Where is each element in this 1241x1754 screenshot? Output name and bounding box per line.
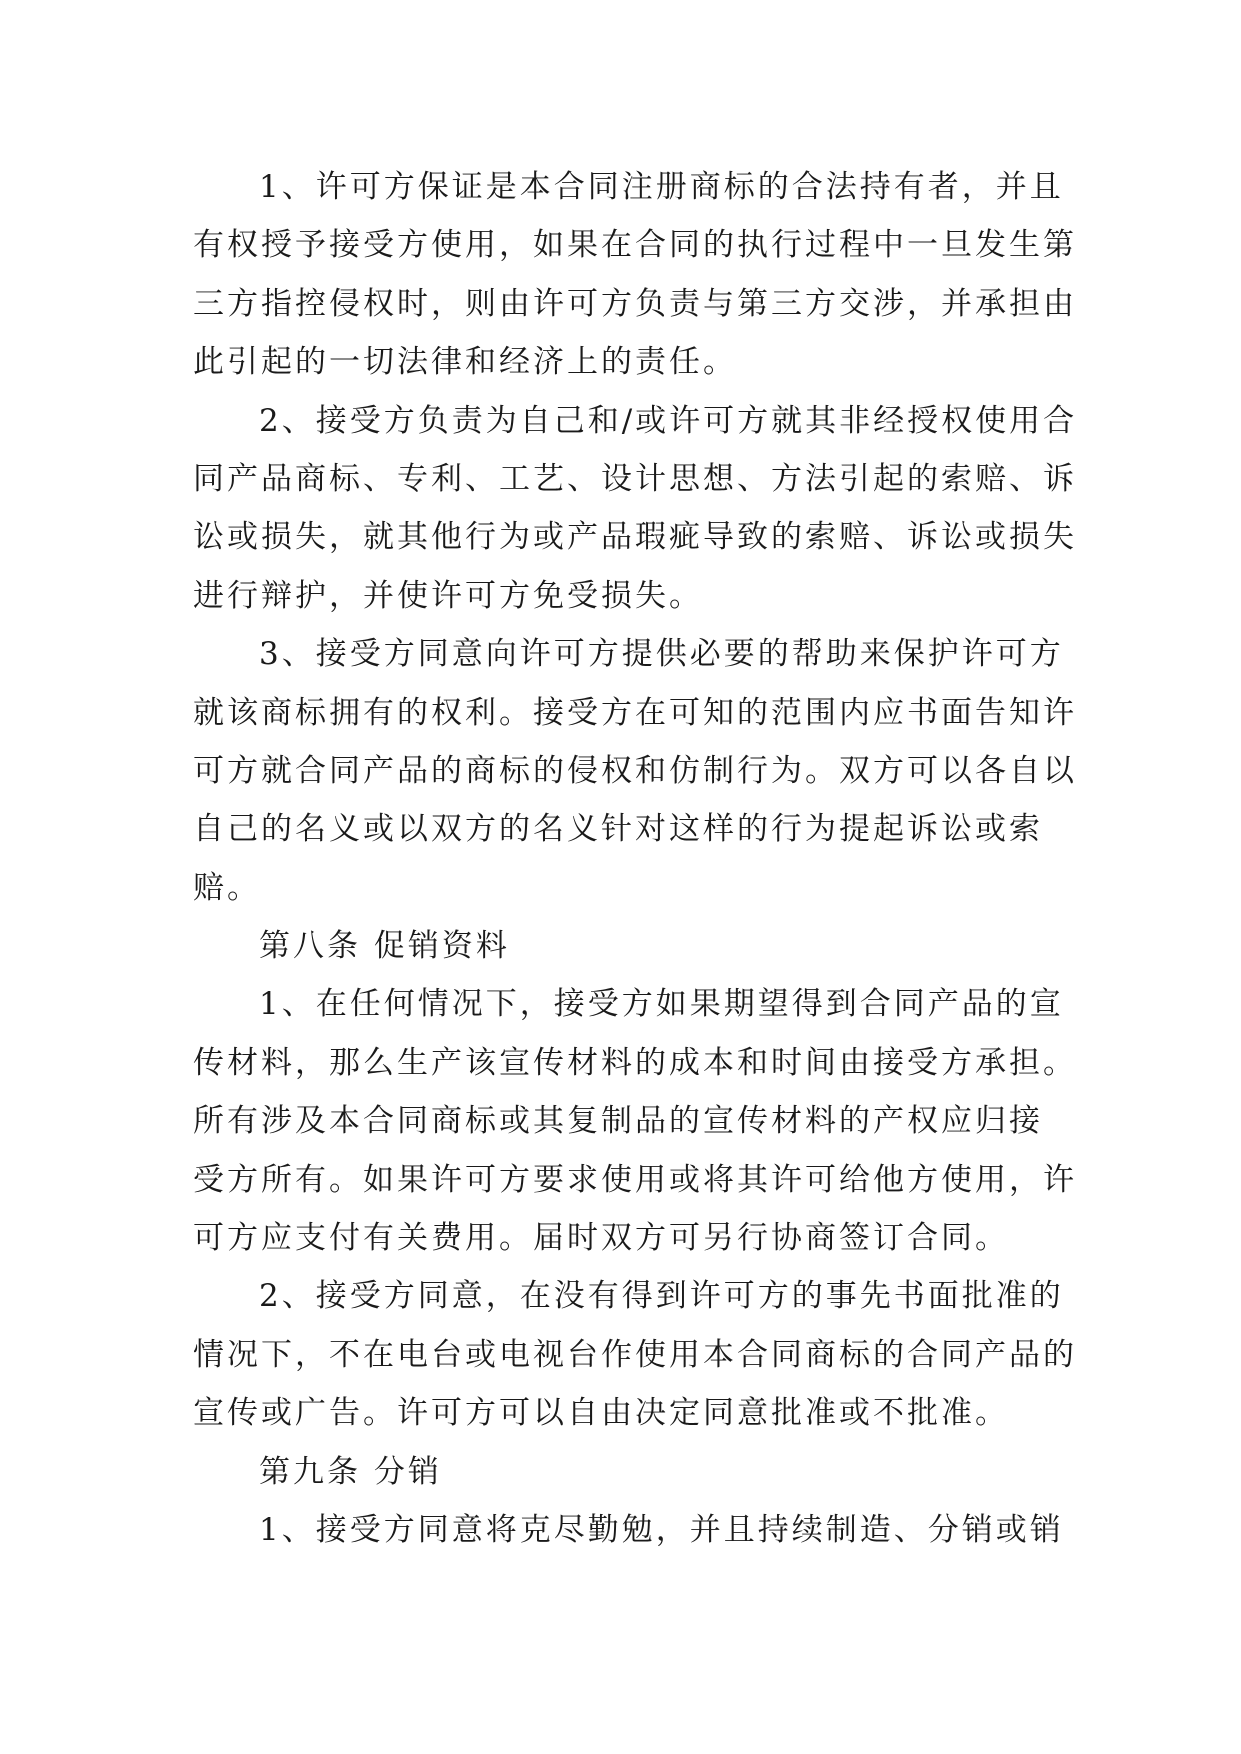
paragraph-line: 讼或损失，就其他行为或产品瑕疵导致的索赔、诉讼或损失 xyxy=(193,519,1077,556)
paragraph-line: 同产品商标、专利、工艺、设计思想、方法引起的索赔、诉 xyxy=(193,460,1077,497)
paragraph-line: 三方指控侵权时，则由许可方负责与第三方交涉，并承担由 xyxy=(193,285,1077,322)
paragraph-line: 1、接受方同意将克尽勤勉，并且持续制造、分销或销 xyxy=(259,1511,1064,1548)
paragraph-line: 赔。 xyxy=(193,869,261,906)
paragraph-line: 1、许可方保证是本合同注册商标的合法持有者，并且 xyxy=(259,169,1064,205)
paragraph-line: 可方应支付有关费用。届时双方可另行协商签订合同。 xyxy=(193,1220,1009,1257)
paragraph-line: 3、接受方同意向许可方提供必要的帮助来保护许可方 xyxy=(259,636,1064,673)
document-body xyxy=(193,158,1078,1559)
paragraph-line: 此引起的一切法律和经济上的责任。 xyxy=(193,344,737,381)
paragraph-line: 所有涉及本合同商标或其复制品的宣传材料的产权应归接 xyxy=(193,1103,1043,1140)
paragraph-line: 宣传或广告。许可方可以自由决定同意批准或不批准。 xyxy=(193,1395,1009,1432)
paragraph-line: 1、在任何情况下，接受方如果期望得到合同产品的宣 xyxy=(259,986,1064,1023)
paragraph-line: 2、接受方同意，在没有得到许可方的事先书面批准的 xyxy=(259,1278,1064,1315)
paragraph-line: 2、接受方负责为自己和/或许可方就其非经授权使用合 xyxy=(259,402,1078,439)
paragraph-line: 有权授予接受方使用，如果在合同的执行过程中一旦发生第 xyxy=(193,227,1077,264)
paragraph-line: 可方就合同产品的商标的侵权和仿制行为。双方可以各自以 xyxy=(193,752,1077,789)
paragraph-line: 进行辩护，并使许可方免受损失。 xyxy=(193,577,703,614)
paragraph-line: 传材料，那么生产该宣传材料的成本和时间由接受方承担。 xyxy=(193,1044,1077,1081)
paragraph-line: 就该商标拥有的权利。接受方在可知的范围内应书面告知许 xyxy=(193,694,1077,731)
paragraph-line: 情况下，不在电台或电视台作使用本合同商标的合同产品的 xyxy=(193,1336,1077,1373)
paragraph-line: 受方所有。如果许可方要求使用或将其许可给他方使用，许 xyxy=(193,1161,1077,1198)
paragraph-line: 自己的名义或以双方的名义针对这样的行为提起诉讼或索 xyxy=(193,811,1043,848)
section-heading: 第八条 促销资料 xyxy=(259,928,510,965)
section-heading: 第九条 分销 xyxy=(259,1453,442,1490)
